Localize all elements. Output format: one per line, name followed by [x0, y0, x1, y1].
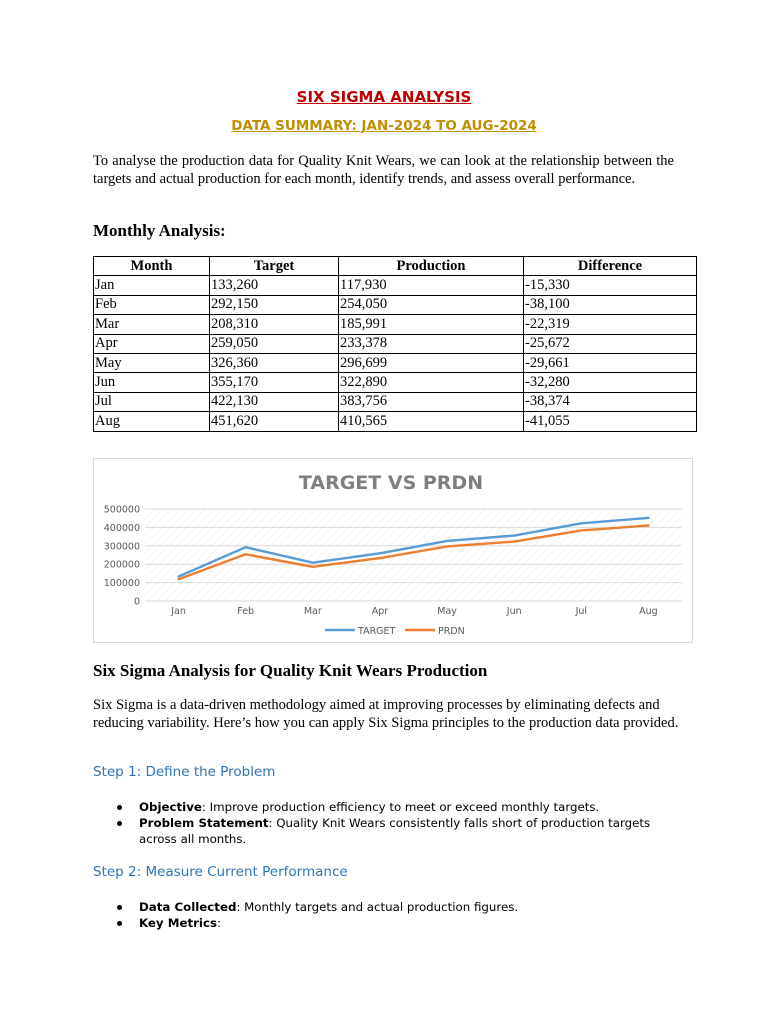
cell-target: 355,170 — [210, 373, 339, 392]
cell-month: Apr — [94, 334, 210, 353]
cell-target: 326,360 — [210, 353, 339, 372]
header-difference: Difference — [524, 257, 697, 276]
chart-svg — [94, 459, 692, 642]
x-tick-label: Aug — [639, 606, 658, 617]
bullet-text: : Quality Knit Wears consistently falls short of production targets across all months. — [139, 816, 651, 846]
step-1-bullets — [113, 799, 673, 847]
chart-title: TARGET VS PRDN — [298, 472, 484, 494]
cell-production: 296,699 — [339, 353, 524, 372]
header-target: Target — [210, 257, 339, 276]
table-header-row — [94, 257, 697, 276]
table-row — [94, 315, 697, 334]
cell-production: 383,756 — [339, 392, 524, 411]
six-sigma-paragraph: Six Sigma is a data-driven methodology aimed at improving processes by eliminating defects and reducing variability. Here’s how you can apply Six Sigma principles to the production data provided. — [93, 697, 679, 731]
bullet-label: Key Metrics — [139, 916, 217, 930]
x-tick-label: May — [437, 606, 457, 617]
cell-month: May — [94, 353, 210, 372]
list-item — [113, 799, 673, 815]
cell-production: 254,050 — [339, 295, 524, 314]
x-tick-label: Jan — [171, 606, 186, 617]
table-row — [94, 334, 697, 353]
cell-difference: -38,100 — [524, 295, 697, 314]
y-tick-label: 500000 — [103, 504, 140, 516]
list-item — [113, 815, 673, 847]
cell-target: 208,310 — [210, 315, 339, 334]
document-title: SIX SIGMA ANALYSIS — [296, 88, 472, 106]
cell-difference: -22,319 — [524, 315, 697, 334]
cell-difference: -25,672 — [524, 334, 697, 353]
bullet-icon — [117, 905, 122, 910]
cell-month: Aug — [94, 412, 210, 431]
monthly-table — [93, 256, 697, 432]
table-row — [94, 295, 697, 314]
cell-difference: -32,280 — [524, 373, 697, 392]
table-row — [94, 373, 697, 392]
cell-production: 322,890 — [339, 373, 524, 392]
cell-month: Jan — [94, 276, 210, 295]
y-tick-label: 100000 — [103, 578, 140, 590]
bullet-text: : — [217, 916, 221, 930]
x-tick-label: Apr — [371, 606, 389, 617]
table-row — [94, 392, 697, 411]
table-row — [94, 353, 697, 372]
y-tick-label: 0 — [133, 596, 140, 608]
cell-target: 451,620 — [210, 412, 339, 431]
bullet-text: : Monthly targets and actual production figures. — [236, 900, 519, 914]
x-tick-label: Jun — [506, 606, 522, 617]
cell-production: 233,378 — [339, 334, 524, 353]
cell-month: Mar — [94, 315, 210, 334]
document-subtitle: DATA SUMMARY: JAN-2024 TO AUG-2024 — [231, 118, 537, 134]
cell-difference: -38,374 — [524, 392, 697, 411]
cell-difference: -15,330 — [524, 276, 697, 295]
bullet-label: Objective — [139, 800, 202, 814]
header-production: Production — [339, 257, 524, 276]
step-1-heading: Step 1: Define the Problem — [93, 764, 276, 780]
monthly-analysis-heading: Monthly Analysis: — [93, 221, 226, 240]
cell-difference: -41,055 — [524, 412, 697, 431]
legend-label-target: TARGET — [358, 626, 396, 637]
y-tick-label: 300000 — [103, 541, 140, 553]
cell-month: Feb — [94, 295, 210, 314]
legend-label-prdn: PRDN — [438, 626, 465, 637]
header-month: Month — [94, 257, 210, 276]
x-tick-label: Jul — [575, 606, 588, 617]
bullet-label: Data Collected — [139, 900, 237, 914]
cell-month: Jun — [94, 373, 210, 392]
cell-target: 422,130 — [210, 392, 339, 411]
cell-target: 259,050 — [210, 334, 339, 353]
bullet-label: Problem Statement — [139, 816, 269, 830]
table-row — [94, 276, 697, 295]
step-2-bullets — [113, 899, 673, 931]
x-tick-label: Feb — [237, 606, 255, 617]
list-item — [113, 915, 673, 931]
bullet-text: : Improve production efficiency to meet or exceed monthly targets. — [201, 800, 600, 814]
list-item — [113, 899, 673, 915]
intro-paragraph: To analyse the production data for Quality Knit Wears, we can look at the relationship between the targets and actual production for each month, identify trends, and assess overall performance. — [93, 153, 674, 187]
step-2-heading: Step 2: Measure Current Performance — [93, 864, 348, 880]
six-sigma-heading: Six Sigma Analysis for Quality Knit Wears Production — [93, 661, 488, 680]
y-axis-ticks — [104, 505, 140, 608]
cell-production: 185,991 — [339, 315, 524, 334]
x-tick-label: Mar — [303, 606, 322, 617]
bullet-icon — [117, 821, 122, 826]
cell-production: 410,565 — [339, 412, 524, 431]
bullet-icon — [117, 805, 122, 810]
cell-difference: -29,661 — [524, 353, 697, 372]
chart-legend — [325, 626, 465, 637]
cell-target: 292,150 — [210, 295, 339, 314]
cell-month: Jul — [94, 392, 210, 411]
y-tick-label: 400000 — [103, 522, 140, 534]
bullet-icon — [117, 921, 122, 926]
table-row — [94, 412, 697, 431]
cell-target: 133,260 — [210, 276, 339, 295]
target-vs-prdn-chart — [93, 458, 693, 643]
x-axis-ticks — [170, 606, 657, 617]
cell-production: 117,930 — [339, 276, 524, 295]
y-tick-label: 200000 — [103, 559, 140, 571]
